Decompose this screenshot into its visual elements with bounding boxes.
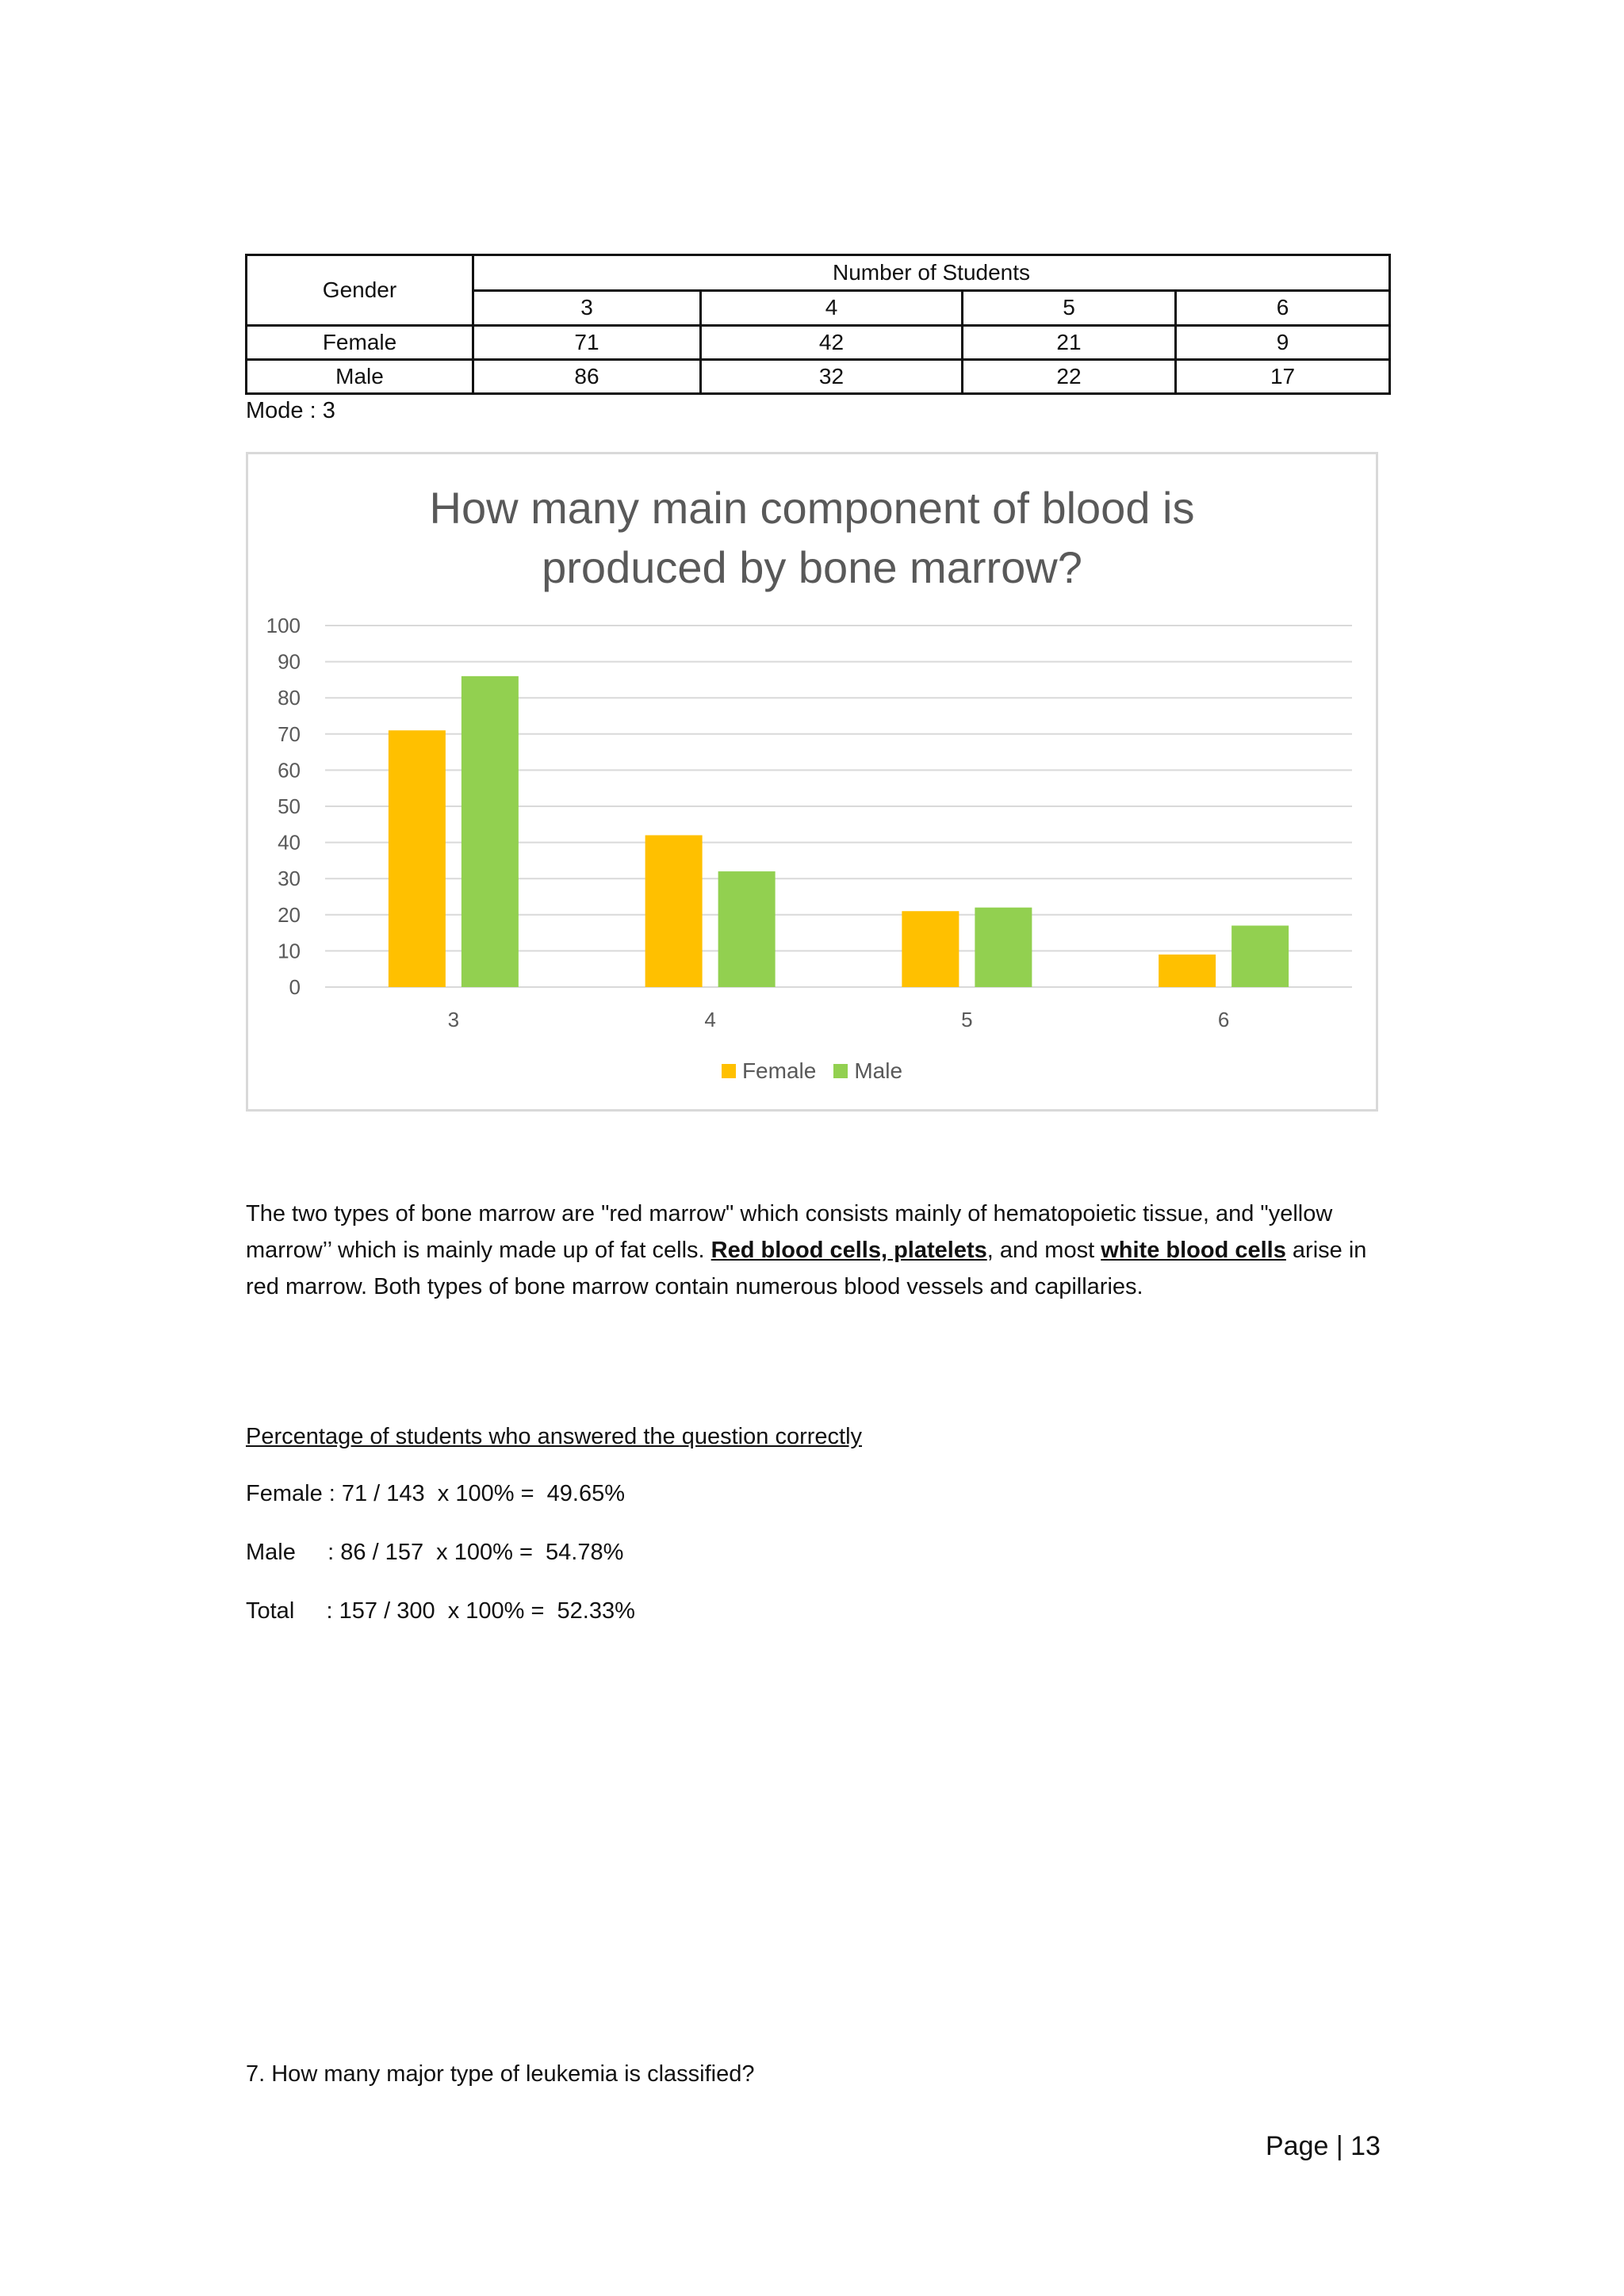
- female-calculation: Female : 71 / 143 x 100% = 49.65%: [246, 1481, 625, 1506]
- y-tick-label: 80: [278, 686, 301, 710]
- chart-legend: [248, 1058, 1376, 1084]
- table-cell: 86: [473, 360, 701, 394]
- total-calculation: Total : 157 / 300 x 100% = 52.33%: [246, 1598, 635, 1624]
- y-tick-label: 30: [278, 867, 301, 891]
- bar-male-5: [975, 908, 1032, 987]
- row-label: Male: [247, 360, 473, 394]
- bar-female-4: [645, 835, 703, 987]
- y-tick-label: 60: [278, 758, 301, 783]
- y-tick-label: 10: [278, 939, 301, 963]
- x-tick-label: 3: [447, 1008, 460, 1031]
- x-tick-label: 4: [704, 1008, 716, 1031]
- table-cell: 42: [701, 326, 963, 360]
- chart-title-line-2: produced by bone marrow?: [542, 542, 1082, 592]
- x-tick-label: 5: [961, 1008, 973, 1031]
- x-tick-label: 6: [1217, 1008, 1230, 1031]
- column-header: 4: [701, 290, 963, 326]
- bar-female-3: [389, 730, 446, 987]
- paragraph-bold-text: Red blood cells, platelets: [710, 1238, 987, 1263]
- number-of-students-header: Number of Students: [473, 255, 1390, 291]
- table-cell: 32: [701, 360, 963, 394]
- table-cell: 21: [963, 326, 1176, 360]
- page-number: Page | 13: [1266, 2131, 1381, 2161]
- paragraph-text: arise in red marrow. Both types of bone marrow contain numerous blood vessels and capillaries.: [246, 1238, 1367, 1299]
- bone-marrow-paragraph: [246, 1196, 1380, 1305]
- y-tick-label: 50: [278, 794, 301, 818]
- bar-female-5: [902, 911, 959, 987]
- y-tick-label: 90: [278, 649, 301, 674]
- y-tick-label: 40: [278, 830, 301, 855]
- legend-swatch-female: [722, 1064, 736, 1078]
- table-row: [247, 360, 1390, 394]
- table-cell: 22: [963, 360, 1176, 394]
- bar-male-4: [718, 871, 776, 987]
- paragraph-text: , and most: [986, 1238, 1101, 1263]
- bar-chart: [246, 452, 1378, 1112]
- male-calculation: Male : 86 / 157 x 100% = 54.78%: [246, 1540, 624, 1565]
- column-header: 3: [473, 290, 701, 326]
- column-header: 5: [963, 290, 1176, 326]
- percentage-heading: Percentage of students who answered the question correctly: [246, 1424, 863, 1449]
- column-header: 6: [1176, 290, 1390, 326]
- bar-female-6: [1159, 955, 1216, 987]
- table-cell: 17: [1176, 360, 1390, 394]
- bar-male-3: [462, 676, 519, 987]
- table-cell: 71: [473, 326, 701, 360]
- bar-male-6: [1231, 925, 1289, 987]
- legend-label-female: Female: [741, 1058, 817, 1083]
- paragraph-bold-text: white blood cells: [1101, 1238, 1286, 1263]
- legend-swatch-male: [833, 1064, 848, 1078]
- y-tick-label: 100: [266, 614, 301, 637]
- chart-plot-area: [248, 454, 1376, 1109]
- table-row: [247, 326, 1390, 360]
- y-tick-label: 20: [278, 902, 301, 927]
- next-question: 7. How many major type of leukemia is classified?: [246, 2061, 755, 2087]
- legend-label-male: Male: [854, 1058, 903, 1083]
- chart-title-line-1: How many main component of blood is: [429, 483, 1195, 533]
- legend-item-female: [722, 1058, 816, 1084]
- y-tick-label: 0: [289, 975, 301, 999]
- row-label: Female: [247, 326, 473, 360]
- mode-text: Mode : 3: [246, 398, 335, 423]
- student-count-table: [245, 254, 1391, 395]
- paragraph-text: The two types of bone marrow are "red marrow" which consists mainly of hematopoietic tissue, and "yellow marrow’’ which is mainly made up of fat cells.: [246, 1201, 1333, 1263]
- gender-header: Gender: [247, 255, 473, 326]
- table-cell: 9: [1176, 326, 1390, 360]
- legend-item-male: [833, 1058, 902, 1084]
- y-tick-label: 70: [278, 721, 301, 746]
